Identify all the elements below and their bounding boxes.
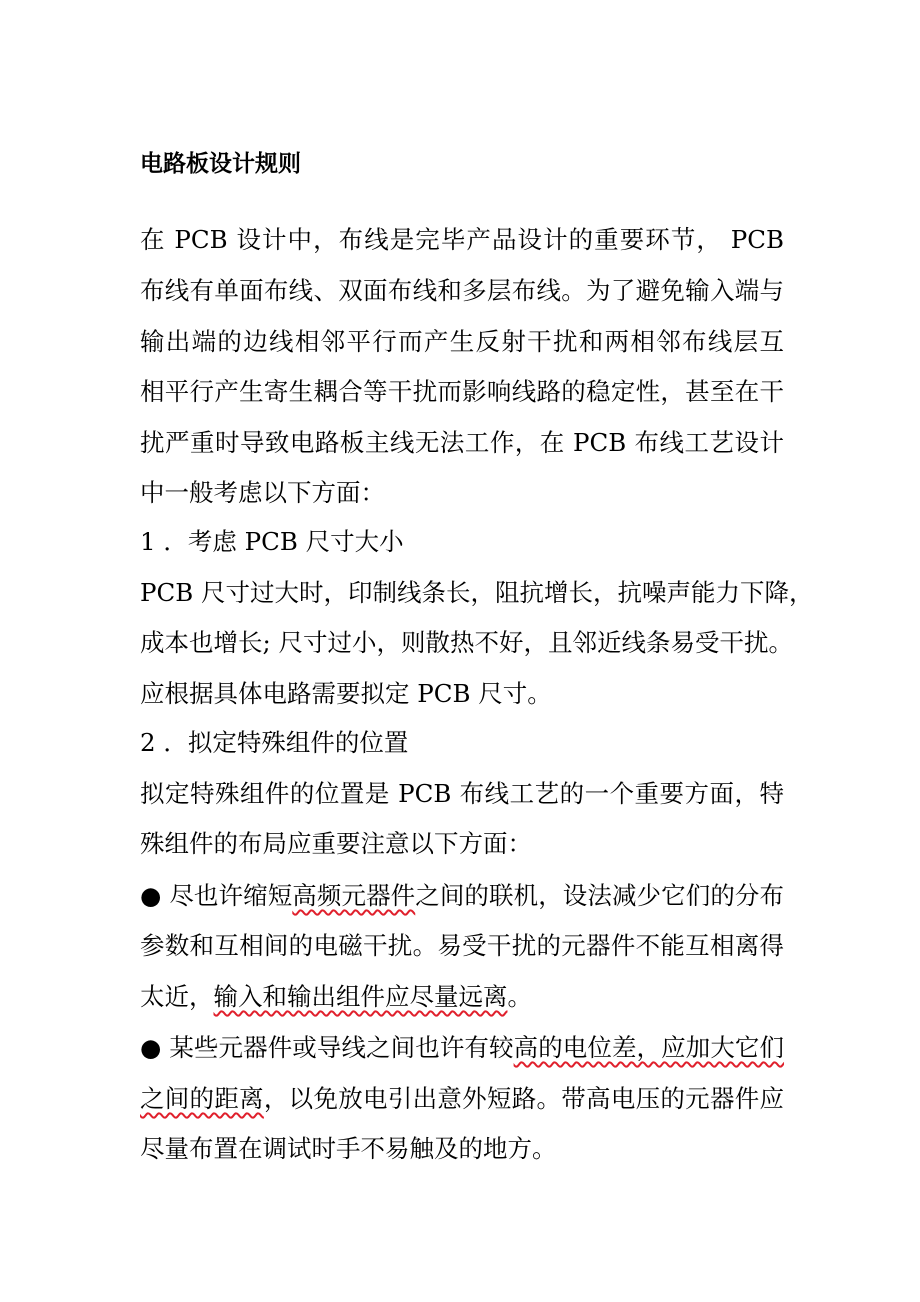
bullet-text: ，以免放电引出意外短路。带高电压的元器件应 <box>263 1084 785 1113</box>
paragraph-line: 扰严重时导致电路板主线无法工作，在 PCB 布线工艺设计 <box>140 428 784 457</box>
bullet-item-line: 参数和互相间的电磁干扰。易受干扰的元器件不能互相离得 <box>140 931 784 960</box>
paragraph-line: 应根据具体电路需要拟定 PCB 尺寸。 <box>140 679 552 708</box>
bullet-text: 之间的联机，设法减少它们的分布 <box>415 881 785 910</box>
bullet-item-line <box>140 977 800 1017</box>
bullet-item-line <box>140 1079 784 1119</box>
section-heading-2: 2 ．拟定特殊组件的位置 <box>140 728 409 757</box>
section-heading-1: 1 ．考虑 PCB 尺寸大小 <box>140 527 404 556</box>
spellcheck-underlined-text: 高频元器件 <box>292 881 416 910</box>
bullet-item-line <box>140 1028 784 1068</box>
spellcheck-underlined-text: 之间的距离 <box>140 1084 264 1113</box>
paragraph-line: 殊组件的布局应重要注意以下方面： <box>140 829 532 858</box>
bullet-item-line: 尽量布置在调试时手不易触及的地方。 <box>140 1134 557 1163</box>
bullet-text: ● 某些元器件或导线之间也许有较 <box>140 1033 514 1062</box>
paragraph-line: 相平行产生寄生耦合等干扰而影响线路的稳定性，甚至在干 <box>140 377 784 406</box>
bullet-text: ● 尽也许缩短 <box>140 881 293 910</box>
paragraph-line: 输出端的边线相邻平行而产生反射干扰和两相邻布线层互 <box>140 327 784 356</box>
paragraph-line: 布线有单面布线、双面布线和多层布线。为了避免输入端与 <box>140 276 784 305</box>
bullet-text: 。 <box>507 982 532 1011</box>
paragraph-line: 中一般考虑以下方面： <box>140 478 385 507</box>
paragraph-line: 成本也增长; 尺寸过小，则散热不好，且邻近线条易受干扰。 <box>140 628 794 657</box>
spellcheck-underlined-text: 输入和输出组件应尽量远离 <box>213 982 508 1011</box>
paragraph-line: 拟定特殊组件的位置是 PCB 布线工艺的一个重要方面，特 <box>140 779 784 808</box>
paragraph-line: 在 PCB 设计中，布线是完毕产品设计的重要环节， PCB <box>140 225 784 254</box>
bullet-text: 太近， <box>140 982 214 1011</box>
spellcheck-underlined-text: 高的电位差，应加大它们 <box>513 1033 785 1062</box>
bullet-item-line <box>140 876 784 916</box>
paragraph-line: PCB 尺寸过大时，印制线条长，阻抗增长，抗噪声能力下降， <box>140 578 814 607</box>
document-title: 电路板设计规则 <box>140 151 301 177</box>
